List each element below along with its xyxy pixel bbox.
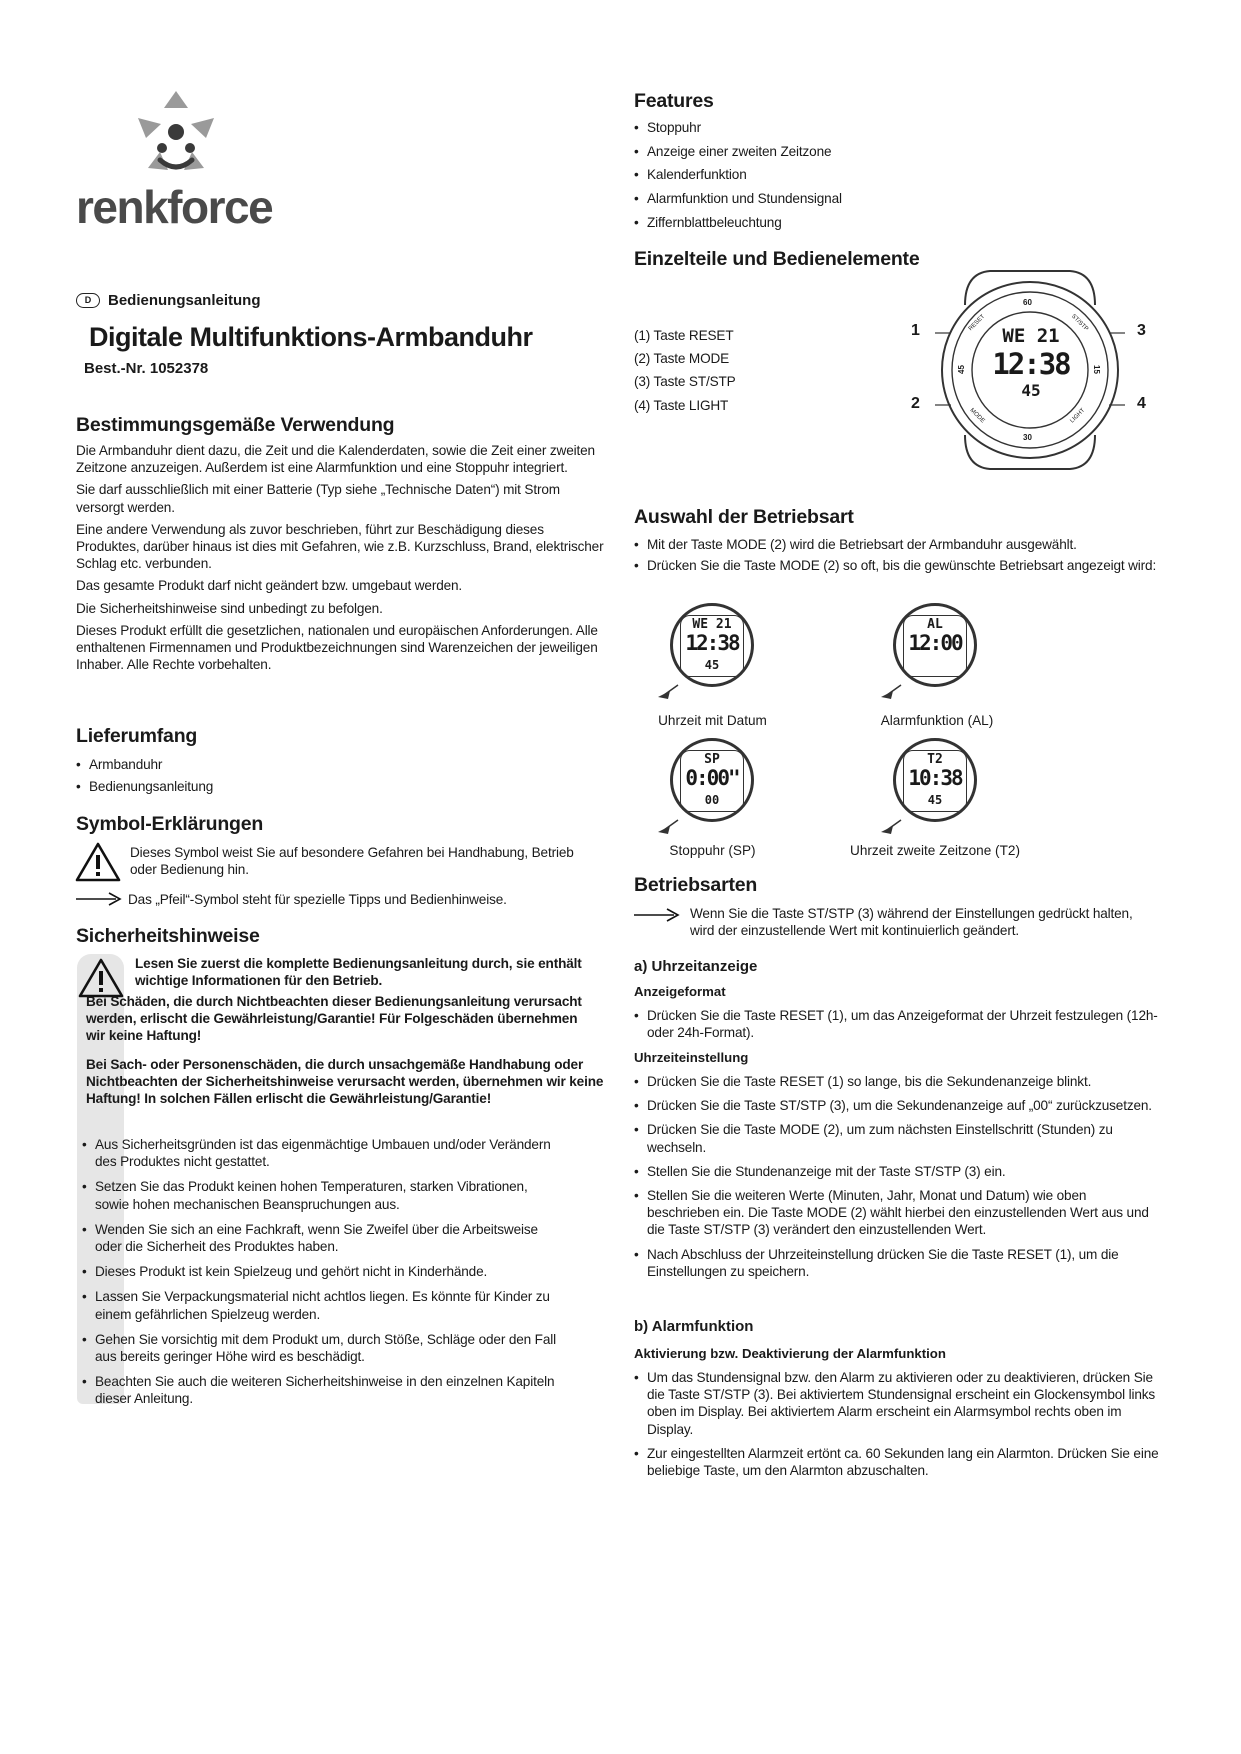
uhrzeitanzeige-heading: a) Uhrzeitanzeige: [634, 958, 758, 975]
list-item: • Lassen Sie Verpackungsmaterial nicht achtlos liegen. Es könnte für Kinder zu einem gefährlichen Spielzeug werden.: [82, 1288, 562, 1322]
list-item: • Alarmfunktion und Stundensignal: [634, 190, 1134, 207]
bezel-label-bottom: 30: [1023, 433, 1032, 442]
list-item: (3) Taste ST/STP: [634, 374, 736, 390]
anzeigeformat-heading: Anzeigeformat: [634, 984, 726, 999]
mode-display-main: 10:38: [908, 766, 962, 790]
intended-use-paragraph: Eine andere Verwendung als zuvor beschrieben, führt zur Beschädigung dieses Produktes, darüber hinaus ist dies mit Gefahren, wie z.B. Kurzschluss, Brand, elektrischer Schlag etc. verbunden.: [76, 521, 604, 572]
intended-use-paragraph: Dieses Produkt erfüllt die gesetzlichen, nationalen und europäischen Anforderungen. Alle enthaltenen Firmennamen und Produktbezeichnungen sind Warenzeichen der jeweiligen Inhaber. Alle Rechte vorbehalten.: [76, 622, 598, 673]
mode-display-top: T2: [927, 752, 943, 767]
list-item: • Drücken Sie die Taste MODE (2) so oft, bis die gewünschte Betriebsart angezeigt wird:: [634, 557, 1162, 574]
scope-heading: Lieferumfang: [76, 725, 198, 747]
pointer-arrow-icon: [881, 683, 903, 701]
bezel-label-right: 15: [1091, 365, 1101, 374]
mode-display-bottom: 45: [704, 658, 720, 672]
symbol-arrow-text: Das „Pfeil“-Symbol steht für spezielle Tipps und Bedienhinweise.: [128, 892, 507, 907]
pointer-arrow-icon: [658, 683, 680, 701]
pointer-arrow-icon: [881, 818, 903, 836]
intended-use-heading: Bestimmungsgemäße Verwendung: [76, 414, 395, 436]
intended-use-body: [76, 442, 610, 678]
arrow-right-icon: [634, 908, 680, 922]
modes-arrow-note: Wenn Sie die Taste ST/STP (3) während der Einstellungen gedrückt halten, wird der einzustellende Wert mit kontinuierlich geändert.: [690, 906, 1133, 939]
list-item: • Armbanduhr: [76, 756, 596, 773]
bezel-label-left: 45: [956, 365, 966, 374]
display-seconds: 45: [1021, 381, 1041, 400]
list-item: • Stellen Sie die weiteren Werte (Minuten, Jahr, Monat und Datum) wie oben beschrieben ein. Die Taste MODE (2) wählt hierbei den einzustellenden Wert aus und die Taste ST/STP (3) verändert den einzustellenden Wert.: [634, 1187, 1162, 1239]
list-item: • Mit der Taste MODE (2) wird die Betriebsart der Armbanduhr ausgewählt.: [634, 536, 1162, 553]
bezel-label-top: 60: [1023, 298, 1032, 307]
mode-caption: Uhrzeit mit Datum: [658, 713, 767, 728]
list-item: • Zur eingestellten Alarmzeit ertönt ca. 60 Sekunden lang ein Alarmton. Drücken Sie eine beliebige Taste, um den Alarmton abzuschalten.: [634, 1445, 1162, 1479]
list-item: • Aus Sicherheitsgründen ist das eigenmächtige Umbauen und/oder Verändern des Produktes nicht gestattet.: [82, 1136, 562, 1170]
mode-caption: Uhrzeit zweite Zeitzone (T2): [850, 843, 1020, 858]
mode-watch: [881, 603, 991, 703]
symbol-warning-text: Dieses Symbol weist Sie auf besondere Gefahren bei Handhabung, Betrieb oder Bedienung hin.: [130, 845, 574, 878]
safety-list: [82, 1136, 562, 1416]
setting-list: [634, 1073, 1162, 1287]
list-item: • Gehen Sie vorsichtig mit dem Produkt um, durch Stöße, Schläge oder den Fall aus bereits geringer Höhe wird es beschädigt.: [82, 1331, 562, 1365]
list-item: • Nach Abschluss der Uhrzeiteinstellung drücken Sie die Taste RESET (1), um die Einstellungen zu speichern.: [634, 1246, 1162, 1280]
intended-use-paragraph: Sie darf ausschließlich mit einer Batterie (Typ siehe „Technische Daten“) mit Strom versorgt werden.: [76, 482, 560, 515]
button-label-mode: MODE: [968, 407, 986, 425]
safety-bold-1: Lesen Sie zuerst die komplette Bedienungsanleitung durch, sie enthält wichtige Informationen für den Betrieb.: [135, 956, 582, 989]
intended-use-paragraph: Die Armbanduhr dient dazu, die Zeit und die Kalenderdaten, sowie die Zeit einer zweiten Zeitzone anzuzeigen. Außerdem ist eine Alarmfunktion und eine Stoppuhr integriert.: [76, 443, 595, 476]
list-item: • Dieses Produkt ist kein Spielzeug und gehört nicht in Kinderhände.: [82, 1263, 562, 1280]
renkforce-logo-mark-icon: [76, 88, 276, 188]
list-item: • Setzen Sie das Produkt keinen hohen Temperaturen, starken Vibrationen, sowie hohen mechanischen Beanspruchungen aus.: [82, 1178, 562, 1212]
list-item: • Um das Stundensignal bzw. den Alarm zu aktivieren oder zu deaktivieren, drücken Sie die Taste ST/STP (3). Bei aktiviertem Stundensignal erscheint ein Glockensymbol links oben im Display. Bei aktiviertem Alarm erscheint ein Alarmsymbol rechts oben im Display.: [634, 1369, 1162, 1438]
alarm-activation-heading: Aktivierung bzw. Deaktivierung der Alarmfunktion: [634, 1346, 946, 1361]
parts-list: [634, 327, 834, 420]
mode-display-main: 12:38: [685, 631, 739, 655]
manual-label: Bedienungsanleitung: [108, 292, 261, 309]
list-item: • Kalenderfunktion: [634, 166, 1134, 183]
list-item: • Bedienungsanleitung: [76, 778, 596, 795]
safety-bold-2: Bei Schäden, die durch Nichtbeachten dieser Bedienungsanleitung verursacht werden, erlischt die Gewährleistung/Garantie! Für Folgeschäden übernehmen wir keine Haftung!: [86, 994, 582, 1044]
brand-logo: [76, 88, 276, 238]
mode-display-top: WE 21: [692, 617, 732, 632]
watch-parts-diagram: [905, 265, 1155, 475]
list-item: • Anzeige einer zweiten Zeitzone: [634, 143, 1134, 160]
list-item: • Drücken Sie die Taste RESET (1), um das Anzeigeformat der Uhrzeit festzulegen (12h- oder 24h-Format).: [634, 1007, 1162, 1041]
mode-display-bottom: 45: [927, 793, 943, 807]
safety-bold-3: Bei Sach- oder Personenschäden, die durch unsachgemäße Handhabung oder Nichtbeachten der Sicherheitshinweise verursacht werden, übernehmen wir keine Haftung! In solchen Fällen erlischt die Gewährleistung/Garantie!: [86, 1057, 604, 1107]
scope-list: [76, 756, 596, 800]
arrow-right-icon: [76, 892, 122, 906]
mode-display-main: 0:00": [685, 766, 739, 790]
mode-display-top: SP: [704, 752, 720, 767]
list-item: • Stellen Sie die Stundenanzeige mit der Taste ST/STP (3) ein.: [634, 1163, 1162, 1180]
manual-label-row: [76, 292, 261, 309]
modes-heading: Betriebsarten: [634, 874, 758, 896]
button-label-ststp: ST/STP: [1069, 313, 1090, 333]
mode-select-list: [634, 536, 1162, 579]
document-title: Digitale Multifunktions-Armbanduhr: [89, 322, 533, 352]
mode-watch: [881, 738, 991, 838]
display-date: 21: [1036, 325, 1060, 347]
symbols-heading: Symbol-Erklärungen: [76, 813, 264, 835]
mode-select-heading: Auswahl der Betriebsart: [634, 506, 854, 528]
intended-use-paragraph: Das gesamte Produkt darf nicht geändert bzw. umgebaut werden.: [76, 578, 463, 594]
brand-name: renkforce: [76, 181, 273, 233]
list-item: (2) Taste MODE: [634, 351, 730, 367]
mode-display-main: 12:00: [908, 631, 962, 655]
display-time: 12:38: [992, 347, 1070, 381]
watch-display: [985, 325, 1077, 417]
warning-triangle-icon: [75, 842, 121, 882]
callout-4: 4: [1137, 395, 1146, 412]
mode-caption: Stoppuhr (SP): [669, 843, 756, 858]
warning-triangle-icon: [78, 958, 124, 998]
features-list: [634, 119, 1134, 238]
mode-watch: [658, 738, 768, 838]
list-item: • Stoppuhr: [634, 119, 1134, 136]
list-item: • Drücken Sie die Taste ST/STP (3), um die Sekundenanzeige auf „00“ zurückzusetzen.: [634, 1097, 1162, 1114]
alarmfunktion-heading: b) Alarmfunktion: [634, 1318, 754, 1335]
language-badge: D: [76, 293, 100, 308]
list-item: • Beachten Sie auch die weiteren Sicherheitshinweise in den einzelnen Kapiteln dieser Anleitung.: [82, 1373, 562, 1407]
list-item: • Drücken Sie die Taste RESET (1) so lange, bis die Sekundenanzeige blinkt.: [634, 1073, 1162, 1090]
button-label-light: LIGHT: [1069, 407, 1087, 425]
button-label-reset: RESET: [967, 313, 987, 333]
callout-2: 2: [911, 395, 920, 412]
format-list: [634, 1007, 1162, 1046]
intended-use-paragraph: Die Sicherheitshinweise sind unbedingt zu befolgen.: [76, 600, 383, 616]
features-heading: Features: [634, 90, 714, 112]
order-number: Best.-Nr. 1052378: [84, 360, 209, 377]
uhrzeiteinstellung-heading: Uhrzeiteinstellung: [634, 1050, 749, 1065]
parts-heading: Einzelteile und Bedienelemente: [634, 248, 920, 270]
alarm-list: [634, 1369, 1162, 1484]
list-item: • Ziffernblattbeleuchtung: [634, 214, 1134, 231]
list-item: (1) Taste RESET: [634, 328, 734, 343]
mode-display-bottom: 00: [704, 793, 720, 807]
list-item: • Wenden Sie sich an eine Fachkraft, wenn Sie Zweifel über die Arbeitsweise oder die Sicherheit des Produktes haben.: [82, 1221, 562, 1255]
safety-heading: Sicherheitshinweise: [76, 925, 260, 947]
list-item: • Drücken Sie die Taste MODE (2), um zum nächsten Einstellschritt (Stunden) zu wechseln.: [634, 1121, 1162, 1155]
list-item: (4) Taste LIGHT: [634, 397, 729, 413]
callout-3: 3: [1137, 322, 1146, 339]
pointer-arrow-icon: [658, 818, 680, 836]
callout-1: 1: [911, 322, 920, 339]
mode-display-top: AL: [927, 617, 943, 632]
mode-watch: [658, 603, 768, 703]
display-day: WE: [1002, 325, 1026, 347]
mode-caption: Alarmfunktion (AL): [880, 713, 994, 728]
